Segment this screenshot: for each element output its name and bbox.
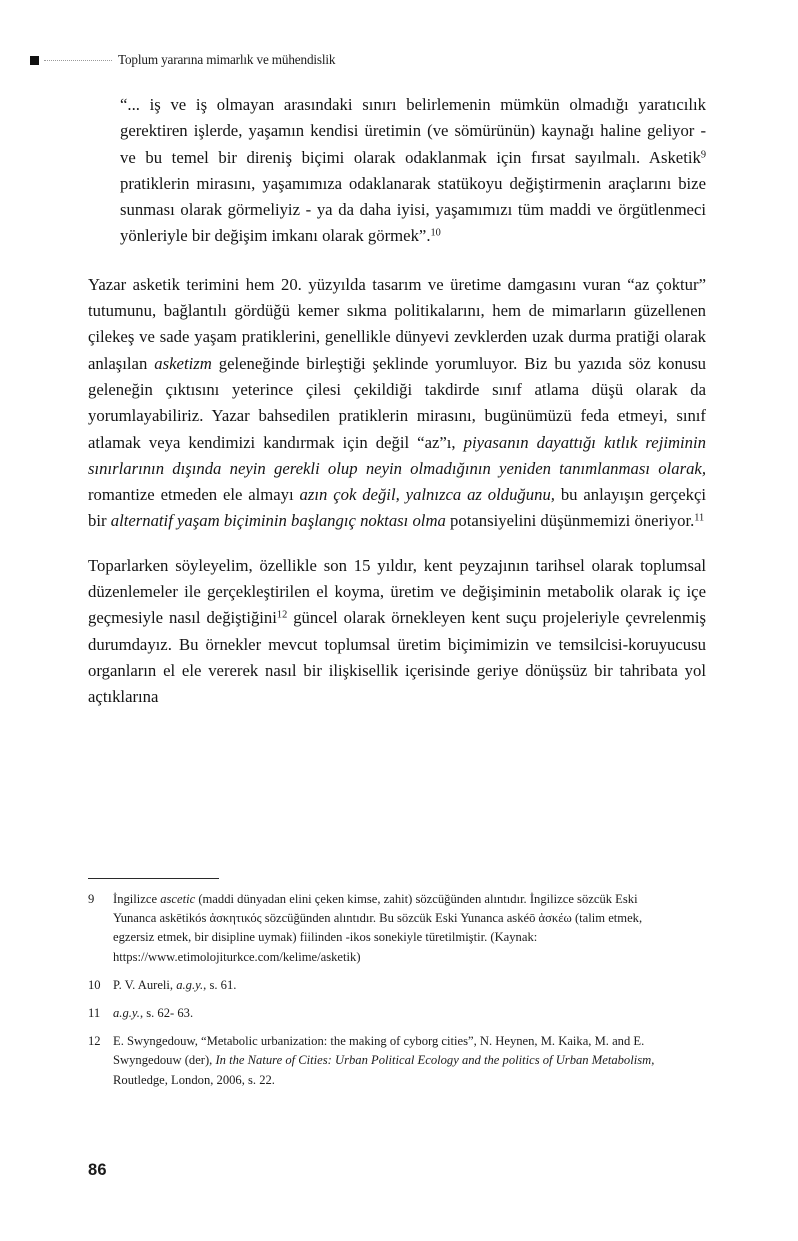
footnote-text: E. Swyngedouw, “Metabolic urbanization: the making of cyborg cities”, N. Heynen, M. Kaika, M. and E. Swyngedouw (der), In the Nature of Cities: Urban Political Ecology and the politics of Urban Metabolism, Routledge, London, 2006, s. 22. <box>113 1034 655 1087</box>
paragraph-asketik: Yazar asketik terimini hem 20. yüzyılda tasarım ve üretime damgasını vuran “az çoktur” tutumunu, bağlantılı gördüğü kemer sıkma politikalarını, hem de mimarların güzellenen çilekeş ve sade yaşam pratiklerini, genellikle dünyevi zevklerden uzak durma pratiği olarak anlaşılan asketizm geleneğinde birleştiği şeklinde yorumluyor. Biz bu yazıda söz konusu geleneğin çıktısını yeterince çilesi çekildiği takdirde sınıf atlama düşü olarak da yorumlayabiliriz. Yazar bahsedilen pratiklerin mirasını, bugünümüzü feda etmeyi, sınıf atlamak veya kendimizi kandırmak için değil “az”ı, piyasanın dayattığı kıtlık rejiminin sınırlarının dışında neyin gerekli olup neyin olmadığının yeniden tanımlanması olarak, romantize etmeden ele almayı azın çok değil, yalnızca az olduğunu, bu anlayışın gerçekçi bir alternatif yaşam biçiminin başlangıç noktası olma potansiyelini düşünmemizi öneriyor.$^{11}$ <box>88 274 707 531</box>
footnote-text: İngilizce ascetic (maddi dünyadan elini çeken kimse, zahit) sözcüğünden alıntıdır. İngilizce sözcük Eski Yunanca askētikós ἀσκητικός sözcüğünden alıntıdır. Bu sözcük Eski Yunanca askéō ἀσκέω (talim etmek, egzersiz etmek, bir disipline uymak) fiilinden -ikos sonekiyle türetilmiştir. (Kaynak: https://www.etimolojiturkce.com/kelime/asketik) <box>113 892 643 964</box>
blockquote-text-part1: “... iş ve iş olmayan arasındaki sınırı belirlemenin mümkün olmadığı yaratıcılık gerektiren işlerde, yaşamın kendisi üretimin (ve sömürünün) kaynağı haline geliyor - ve bu temel bir direniş biçimi olarak odaklanmak için fırsat sayılmalı. Asketik <box>120 95 706 167</box>
paragraph-toparlarken: Toparlarken söyleyelim, özellikle son 15 yıldır, kent peyzajının tarihsel olarak toplumsal düzenlemeler ile gerçekleştirilen el koyma, üretim ve değişiminin metabolik olarak iç içe geçmesiyle nasıl değiştiğini$^{12}$ güncel olarak örnekleyen kent suçu projeleriyle çevrelenmiş durumdayız. Bu örnekler mevcut toplumsal üretim biçimimizin ve temsilcisi-koruyucusu organların el ele vererek nasıl bir ilişkisellik içerisinde geriye dönüşsüz bir tahribata yol açtıklarına <box>88 555 706 707</box>
footnote-number: 10 <box>88 977 101 992</box>
footnote-item <box>88 1004 706 1023</box>
footnote-text: a.g.y., s. 62- 63. <box>113 1006 194 1021</box>
blockquote-text-part2: pratiklerin mirasını, yaşamımıza odaklanarak statükoyu değiştirmenin araçlarını bize sunması olarak görmeliyiz - ya da daha iyisi, yaşamımızı tüm maddi ve örgütlenmeci yönleriyle bir değişim imkanı olarak görmek”. <box>120 173 706 246</box>
page-number: 86 <box>88 1161 107 1179</box>
footnote-area <box>88 878 706 1099</box>
footnote-number: 9 <box>88 892 95 906</box>
running-header <box>30 52 730 68</box>
footnote-item <box>88 1032 706 1090</box>
text-column <box>88 92 706 711</box>
footnote-number: 11 <box>88 1006 101 1021</box>
footnote-ref-9: 9 <box>700 149 706 161</box>
dotted-leader-icon <box>44 60 112 62</box>
footnote-item <box>88 890 706 967</box>
blockquote <box>120 92 706 250</box>
footnote-item <box>88 976 706 995</box>
footnote-text: P. V. Aureli, a.g.y., s. 61. <box>113 977 237 992</box>
black-square-icon <box>30 56 39 65</box>
footnote-separator-rule <box>88 878 219 879</box>
footnote-ref-10: 10 <box>430 228 441 240</box>
running-header-title: Toplum yararına mimarlık ve mühendislik <box>118 52 336 67</box>
footnote-number: 12 <box>88 1034 101 1049</box>
